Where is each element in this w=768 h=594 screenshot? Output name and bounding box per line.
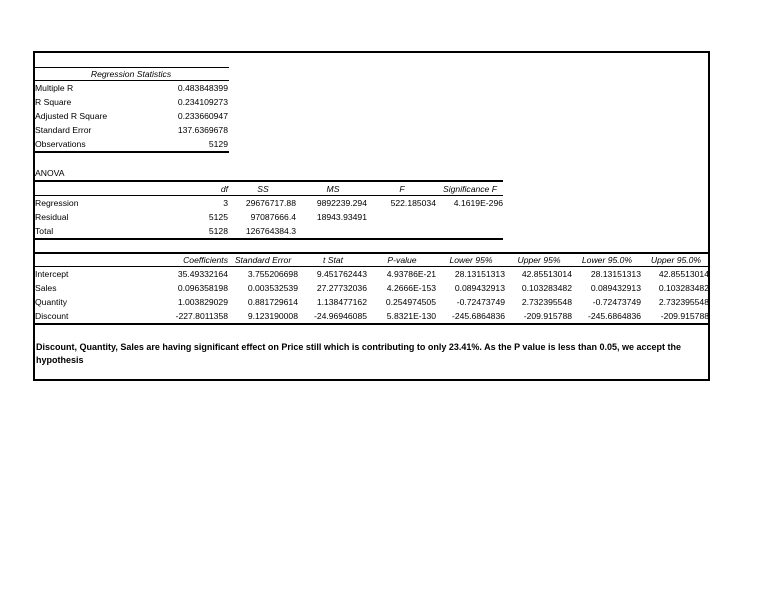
worksheet-frame [33,51,710,381]
coef-cell: 28.13151313 [590,269,641,279]
coef-row-label: Discount [35,311,69,321]
coef-cell: -24.96946085 [313,311,367,321]
coef-cell: -245.6864836 [451,311,505,321]
coef-col-header: Standard Error [234,255,292,265]
coef-cell: 9.123190008 [247,311,298,321]
coef-cell: 4.93786E-21 [386,269,436,279]
coef-cell: -209.915788 [523,311,572,321]
anova-cell: 5128 [208,226,228,236]
coef-cell: 0.089432913 [590,283,641,293]
coef-cell: -209.915788 [660,311,709,321]
coef-col-header: Lower 95.0% [581,255,633,265]
conclusion-text: Discount, Quantity, Sales are having significant effect on Price still which is contributing to only 23.41%. As the P value is less than 0.05, we accept the hypothesis [36,342,682,365]
stats-header: Regression Statistics [90,69,172,79]
coef-cell: 4.2666E-153 [386,283,436,293]
anova-col-header: Significance F [443,184,497,194]
coef-cell: 0.103283482 [521,283,572,293]
anova-cell: 522.185034 [390,198,436,208]
anova-cell: 126764384.3 [245,226,296,236]
coef-cell: 1.003829029 [177,297,228,307]
coef-row-label: Sales [35,283,57,293]
coef-cell: -245.6864836 [587,311,641,321]
coef-header-rule [33,266,710,267]
coef-col-header: t Stat [322,255,344,265]
stats-value: 137.6369678 [177,125,228,135]
anova-row-label: Regression [35,198,79,208]
coef-col-header: Upper 95% [517,255,561,265]
anova-bottom-rule [33,238,503,240]
coef-cell: 3.755206698 [247,269,298,279]
anova-cell: 4.1619E-296 [453,198,503,208]
anova-top-rule [33,180,503,182]
coef-cell: 2.732395548 [521,297,572,307]
anova-cell: 5125 [208,212,228,222]
coef-col-header: Coefficients [183,255,228,265]
stats-label: R Square [35,97,72,107]
anova-row-label: Residual [35,212,69,222]
coef-col-header: Lower 95% [449,255,493,265]
coef-row-label: Intercept [35,269,69,279]
coef-cell: -0.72473749 [592,297,641,307]
stats-label: Adjusted R Square [35,111,108,121]
coef-cell: 0.103283482 [658,283,709,293]
coef-bottom-rule [33,323,710,325]
coef-col-header: P-value [387,255,417,265]
coef-cell: 28.13151313 [454,269,505,279]
stats-label: Standard Error [35,125,92,135]
coef-cell: -0.72473749 [456,297,505,307]
stats-value: 0.234109273 [177,97,228,107]
stats-value: 5129 [208,139,228,149]
stats-label: Multiple R [35,83,74,93]
coef-cell: 5.8321E-130 [386,311,436,321]
coef-row-label: Quantity [35,297,68,307]
coef-cell: 9.451762443 [316,269,367,279]
anova-title: ANOVA [35,168,65,178]
stats-value: 0.483848399 [177,83,228,93]
anova-header-rule [33,195,503,196]
stats-bottom-rule [33,151,229,153]
stats-header-rule [33,80,229,81]
coef-cell: 1.138477162 [316,297,367,307]
coef-col-header: Upper 95.0% [650,255,702,265]
coef-cell: 35.49332164 [177,269,228,279]
stats-value: 0.233660947 [177,111,228,121]
anova-col-header: F [399,184,405,194]
anova-cell: 29676717.88 [245,198,296,208]
anova-col-header: df [220,184,228,194]
coef-cell: 42.85513014 [658,269,709,279]
coef-cell: 42.85513014 [521,269,572,279]
anova-row-label: Total [35,226,54,236]
anova-col-header: MS [326,184,340,194]
coef-cell: 0.881729614 [247,297,298,307]
anova-cell: 3 [223,198,228,208]
anova-cell: 9892239.294 [316,198,367,208]
coef-cell: 0.254974505 [385,297,436,307]
anova-col-header: SS [257,184,269,194]
coef-cell: 0.089432913 [454,283,505,293]
coef-cell: -227.8011358 [175,311,228,321]
coef-cell: 0.096358198 [177,283,228,293]
stats-label: Observations [35,139,86,149]
coef-cell: 0.003532539 [247,283,298,293]
coef-cell: 27.27732036 [316,283,367,293]
anova-cell: 97087666.4 [250,212,296,222]
anova-cell: 18943.93491 [316,212,367,222]
coef-cell: 2.732395548 [658,297,709,307]
